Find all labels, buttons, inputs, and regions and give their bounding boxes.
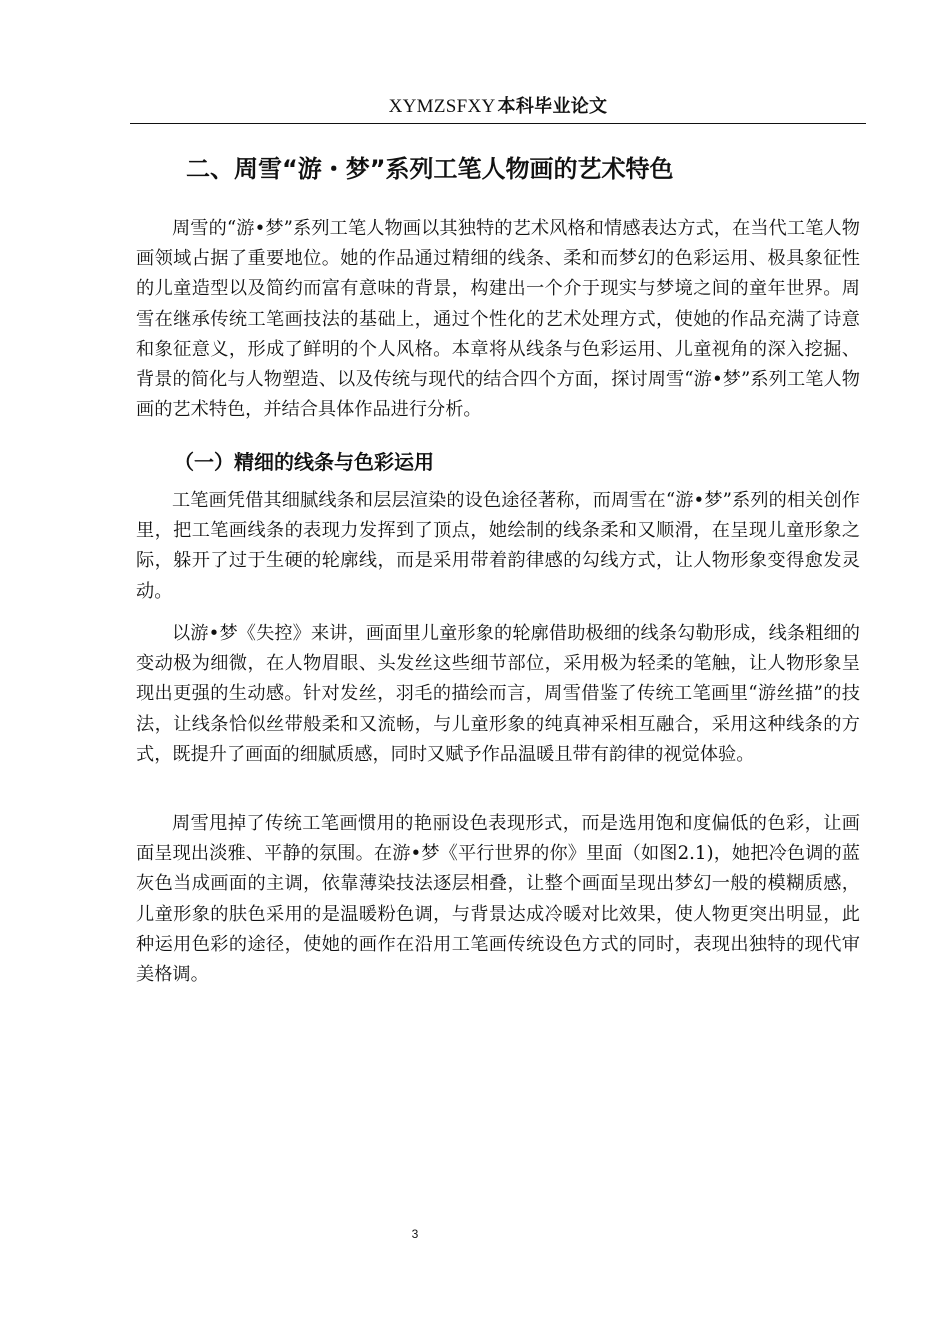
chapter-title: 二、周雪“游・梦”系列工笔人物画的艺术特色	[186, 155, 674, 183]
section-title: （一）精细的线条与色彩运用	[174, 450, 434, 474]
body-paragraph: 周雪甩掉了传统工笔画惯用的艳丽设色表现形式，而是选用饱和度偏低的色彩，让画面呈现出淡雅、平静的氛围。在游•梦《平行世界的你》里面（如图2.1)，她把冷色调的蓝灰色当成画面的主调，依靠薄染技法逐层相叠，让整个画面呈现出梦幻一般的模糊质感，儿童形象的肤色采用的是温暖粉色调，与背景达成冷暖对比效果，使人物更突出明显，此种运用色彩的途径，使她的画作在沿用工笔画传统设色方式的同时，表现出独特的现代审美格调。	[136, 813, 860, 986]
header-rule	[130, 123, 866, 124]
body-paragraph: 周雪的“游•梦”系列工笔人物画以其独特的艺术风格和情感表达方式，在当代工笔人物画领域占据了重要地位。她的作品通过精细的线条、柔和而梦幻的色彩运用、极具象征性的儿童造型以及简约而富有意味的背景，构建出一个介于现实与梦境之间的童年世界。周雪在继承传统工笔画技法的基础上，通过个性化的艺术处理方式，使她的作品充满了诗意和象征意义，形成了鲜明的个人风格。本章将从线条与色彩运用、儿童视角的深入挖掘、背景的简化与人物塑造、以及传统与现代的结合四个方面，探讨周雪“游•梦”系列工笔人物画的艺术特色，并结合具体作品进行分析。	[136, 218, 860, 421]
header-title: 本科毕业论文	[497, 96, 608, 117]
body-paragraph: 工笔画凭借其细腻线条和层层渲染的设色途径著称，而周雪在“游•梦”系列的相关创作里，把工笔画线条的表现力发挥到了顶点，她绘制的线条柔和又顺滑，在呈现儿童形象之际，躲开了过于生硬的轮廓线，而是采用带着韵律感的勾线方式，让人物形象变得愈发灵动。	[136, 490, 860, 602]
running-header	[130, 92, 866, 121]
header-code: XYMZSFXY	[388, 96, 496, 117]
body-paragraph: 以游•梦《失控》来讲，画面里儿童形象的轮廓借助极细的线条勾勒形成，线条粗细的变动极为细微，在人物眉眼、头发丝这些细节部位，采用极为轻柔的笔触，让人物形象呈现出更强的生动感。针对发丝，羽毛的描绘而言，周雪借鉴了传统工笔画里“游丝描”的技法，让线条恰似丝带般柔和又流畅，与儿童形象的纯真神采相互融合，采用这种线条的方式，既提升了画面的细腻质感，同时又赋予作品温暖且带有韵律的视觉体验。	[136, 623, 860, 765]
page-number: 3	[411, 1227, 419, 1241]
